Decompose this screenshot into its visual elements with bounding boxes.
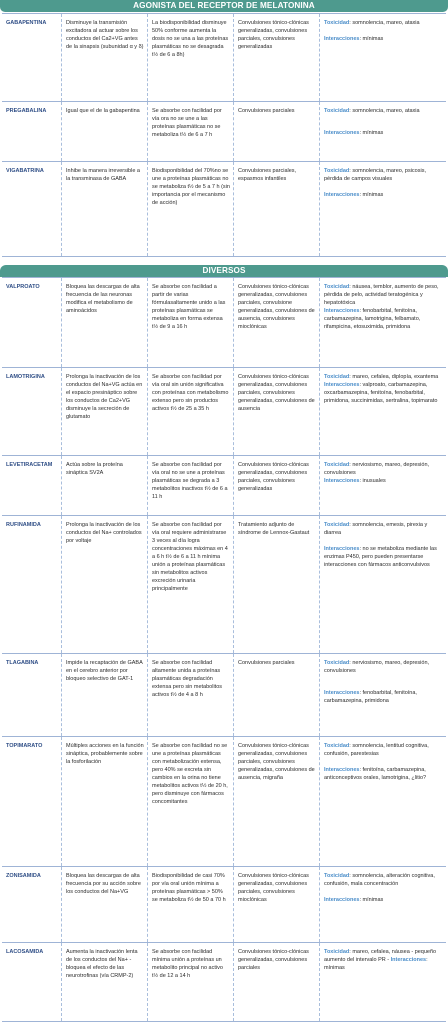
mechanism-cell: Bloquea las descargas de alta frecuencia de las neuronas modifica el metabolismo de aminoácidos <box>61 278 147 367</box>
table-row <box>2 367 446 455</box>
pharmacokinetics-cell: Se absorbe con facilidad a partir de varias fórmulasaltamente unido a las proteínas plasmáticas se metaboliza en forma extensa t½ de 9 a 16 h <box>147 278 233 367</box>
drug-name: ZONISAMIDA <box>6 873 41 879</box>
adverse-effects-cell <box>319 14 446 101</box>
toxicity-text: : somnolencia, lentitud cognitiva, confusión, parestesias <box>324 743 429 757</box>
table-row <box>2 515 446 653</box>
pharmacokinetics-cell: Se absorbe con facilidad mínima unión a proteínas un metabolito principal no activo t½ de 12 a 14 h <box>147 943 233 1021</box>
drug-name: LAMOTRIGINA <box>6 374 45 380</box>
mechanism-cell: Inhibe la manera irreversible a la transminasa de GABA <box>61 162 147 256</box>
interactions-label: Interacciones <box>324 478 360 484</box>
toxicity-text: : náusea, temblor, aumento de peso, pérdida de pelo, actividad teratogénica y hepatotóxica <box>324 284 439 306</box>
table-row <box>2 736 446 866</box>
adverse-effects-cell <box>319 368 446 455</box>
interactions-label: Interacciones <box>324 767 360 773</box>
drug-table-melatonina <box>2 13 446 257</box>
mechanism-cell: Igual que el de la gabapentina <box>61 102 147 161</box>
section-title-diversos: DIVERSOS <box>0 265 448 277</box>
adverse-effects-cell <box>319 943 446 1021</box>
toxicity-label: Toxicidad <box>324 108 350 114</box>
mechanism-cell: Bloquea las descargas de alta frecuencia por su acción sobre los conductos del Na+VG <box>61 867 147 942</box>
drug-name: LACOSAMIDA <box>6 949 44 955</box>
interactions-label: Interacciones <box>324 192 360 198</box>
indications-cell: Convulsiones tónico-clónicas generalizadas, convulsiones parciales, convulsiones generalizadas <box>233 456 319 515</box>
drug-name: VALPROATO <box>6 284 40 290</box>
toxicity-label: Toxicidad <box>324 462 350 468</box>
table-row <box>2 653 446 736</box>
toxicity-label: Toxicidad <box>324 873 350 879</box>
table-row <box>2 13 446 101</box>
interactions-text: : inusuales <box>359 478 386 484</box>
interactions-text: : fenobarbital, fenitoína, carbamazepina, primidona <box>324 690 417 704</box>
mechanism-cell: Impide la recaptación de GABA en el cerebro anterior por bloqueo selectivo de GAT-1 <box>61 654 147 736</box>
pharmacokinetics-cell: La biodisponibilidad disminuye 50% conforme aumenta la dosis no se una a las proteínas plasmáticas no se desagrada t½ de 6 a 8h) <box>147 14 233 101</box>
mechanism-cell: Actúa sobre la proteína sináptica SV2A <box>61 456 147 515</box>
toxicity-label: Toxicidad <box>324 20 350 26</box>
interactions-label: Interacciones <box>324 897 360 903</box>
table-row <box>2 942 446 1022</box>
drug-name: TLAGABINA <box>6 660 39 666</box>
indications-cell: Convulsiones tónico-clónicas generalizadas, convulsiones parciales, convulsione generalizadas, convulsiones de ausencia, convulsiones mioclónicas <box>233 278 319 367</box>
pharmacokinetics-cell: Se absorbe con facilidad no se une a proteínas plasmáticas con metabolización extensa, pero 40% se excreta sin cambios en la orina no tiene metabolitos activos t½ de 20 h, pero disminuye con fármacos concomitantes <box>147 737 233 866</box>
indications-cell: Convulsiones tónico-clónicas generalizadas, convulsiones parciales, convulsiones generalizadas, convulsiones de ausencia <box>233 368 319 455</box>
adverse-effects-cell <box>319 278 446 367</box>
section-title-melatonina: AGONISTA DEL RECEPTOR DE MELATONINA <box>0 0 448 12</box>
toxicity-label: Toxicidad <box>324 949 350 955</box>
adverse-effects-cell <box>319 654 446 736</box>
toxicity-text: : somnolencia, alteración cognitiva, confusión, mala concentración <box>324 873 435 887</box>
toxicity-text: : mareo, cefalea, diplopía, exantema <box>349 374 439 380</box>
pharmacokinetics-cell: Biodisponibilidad del 70%no se une a proteínas plasmáticas no se metaboliza t½ de 5 a 7 h (sin importancia por el mecanismo de acción) <box>147 162 233 256</box>
mechanism-cell: Disminuye la transmisión excitadora al actuar sobre los conductos del Ca2+VG antes de la sinapsis (subunidad α y δ) <box>61 14 147 101</box>
toxicity-label: Toxicidad <box>324 660 350 666</box>
toxicity-text: : mareo, cefalea, náusea - pequeño aumento del intervalo PR - <box>324 949 437 963</box>
indications-cell: Tratamiento adjunto de síndrome de Lennox-Gastaut <box>233 516 319 653</box>
interactions-text: : fenobarbital, fenitoína, carbamazepina, lamotrigina, felbamato, rifampicina, etosuximida, primidona <box>324 308 421 330</box>
indications-cell: Convulsiones parciales <box>233 102 319 161</box>
pharmacokinetics-cell: Se absorbe con facilidad por vía ora no se une a las proteínas plasmáticas no se metaboliza t½ de 6 a 7 h <box>147 102 233 161</box>
interactions-label: Interacciones <box>324 308 360 314</box>
toxicity-text: : somnolencia, mareo, psicosis, pérdida de campos visuales <box>324 168 426 182</box>
toxicity-text: : nerviosismo, mareo, depresión, convulsiones <box>324 660 430 674</box>
table-row <box>2 866 446 942</box>
indications-cell: Convulsiones tónico-clónicas generalizadas, convulsiones parciales, convulsiones mioclónicas <box>233 867 319 942</box>
interactions-text: : fenitoína, carbamazepina, anticonceptivos orales, lamotrigina, ¿litio? <box>324 767 427 781</box>
toxicity-label: Toxicidad <box>324 743 350 749</box>
drug-name: VIGABATRINA <box>6 168 44 174</box>
table-row <box>2 161 446 257</box>
drug-name: PREGABALINA <box>6 108 47 114</box>
toxicity-text: : nerviosismo, mareo, depresión, convulsiones <box>324 462 430 476</box>
interactions-text: : valproato, carbamazepina, oxcarbamazepina, fenitoína, fenobarbital, primidona, succinimidas, sertralina, topimarato <box>324 382 438 404</box>
adverse-effects-cell <box>319 737 446 866</box>
mechanism-cell: Múltiples acciones en la función sináptica, probablemente sobre la fosforilación <box>61 737 147 866</box>
drug-table-diversos <box>2 277 446 1022</box>
toxicity-label: Toxicidad <box>324 522 350 528</box>
interactions-text: : mínimas <box>324 957 428 971</box>
pharmacokinetics-cell: Biodisponibilidad de casi 70% por vía oral unión mínima a proteínas plasmáticas > 50% se metaboliza t½ de 50 a 70 h <box>147 867 233 942</box>
interactions-text: : mínimas <box>359 897 384 903</box>
interactions-text: : mínimas <box>359 130 384 136</box>
adverse-effects-cell <box>319 456 446 515</box>
mechanism-cell: Prolonga la inactivación de los conductos del Na+VG actúa en el espacio presináptico sobre los conductos de Ca2+VG disminuye la secreción de glutamato <box>61 368 147 455</box>
interactions-label: Interacciones <box>324 546 360 552</box>
toxicity-label: Toxicidad <box>324 284 350 290</box>
interactions-label: Interacciones <box>324 130 360 136</box>
adverse-effects-cell <box>319 867 446 942</box>
toxicity-text: : somnolencia, mareo, ataxia <box>349 20 420 26</box>
drug-name: TOPIMARATO <box>6 743 43 749</box>
pharmacokinetics-cell: Se absorbe con facilidad por vía oral requiere administrarse 3 veces al día logra concentraciones máximas en 4 a 6 h t½ de 6 a 11 h mínima unión a proteínas plasmáticas sin metabolitos activos excreción urinaria principalmente <box>147 516 233 653</box>
mechanism-cell: Aumenta la inactivación lenta de los conductos del Na+ - bloquea el efecto de las neurotrofinas (vía CRMP-2) <box>61 943 147 1021</box>
pharmacokinetics-cell: Se absorbe con facilidad por vía oral sin unión significativa con proteínas con metabolismo extenso pero sin productos activos t½ de 25 a 35 h <box>147 368 233 455</box>
table-row <box>2 101 446 161</box>
adverse-effects-cell <box>319 516 446 653</box>
indications-cell: Convulsiones parciales, espasmos infantiles <box>233 162 319 256</box>
adverse-effects-cell <box>319 162 446 256</box>
pharmacokinetics-cell: Se absorbe con facilidad altamente unida a proteínas plasmáticas degradación extensa pero sin metabolitos activos t½ de 4 a 8 h <box>147 654 233 736</box>
toxicity-text: : somnolencia, mareo, ataxia <box>349 108 420 114</box>
toxicity-text: : somnolencia, emesis, pirexia y diarrea <box>324 522 428 536</box>
table-row <box>2 277 446 367</box>
toxicity-label: Toxicidad <box>324 168 350 174</box>
interactions-label: Interacciones <box>324 382 360 388</box>
drug-name: GABAPENTINA <box>6 20 47 26</box>
indications-cell: Convulsiones tónico-clónicas generalizadas, convulsiones parciales, convulsiones generalizadas, convulsiones de ausencia, migraña <box>233 737 319 866</box>
drug-name: LEVETIRACETAM <box>6 462 53 468</box>
pharmacokinetics-cell: Se absorbe con facilidad por vía oral no se une a proteínas plasmáticas se degrada a 3 metabolitos inactivos t½ de 6 a 11 h <box>147 456 233 515</box>
mechanism-cell: Prolonga la inactivación de los conductos del Na+ controlados por voltaje <box>61 516 147 653</box>
indications-cell: Convulsiones parciales <box>233 654 319 736</box>
adverse-effects-cell <box>319 102 446 161</box>
toxicity-label: Toxicidad <box>324 374 350 380</box>
interactions-label: Interacciones <box>324 690 360 696</box>
interactions-text: : mínimas <box>359 36 384 42</box>
table-row <box>2 455 446 515</box>
indications-cell: Convulsiones tónico-clónicas generalizadas, convulsiones parciales, convulsiones generalizadas <box>233 14 319 101</box>
indications-cell: Convulsiones tónico-clónicas generalizadas, convulsiones parciales <box>233 943 319 1021</box>
interactions-text: : mínimas <box>359 192 384 198</box>
interactions-text: : no se metaboliza mediante las enzimas P450, pero pueden presentarse interacciones con fármacos anticonvulsivos <box>324 546 437 568</box>
drug-name: RUFINAMIDA <box>6 522 41 528</box>
interactions-label: Interacciones <box>390 957 427 963</box>
interactions-label: Interacciones <box>324 36 360 42</box>
